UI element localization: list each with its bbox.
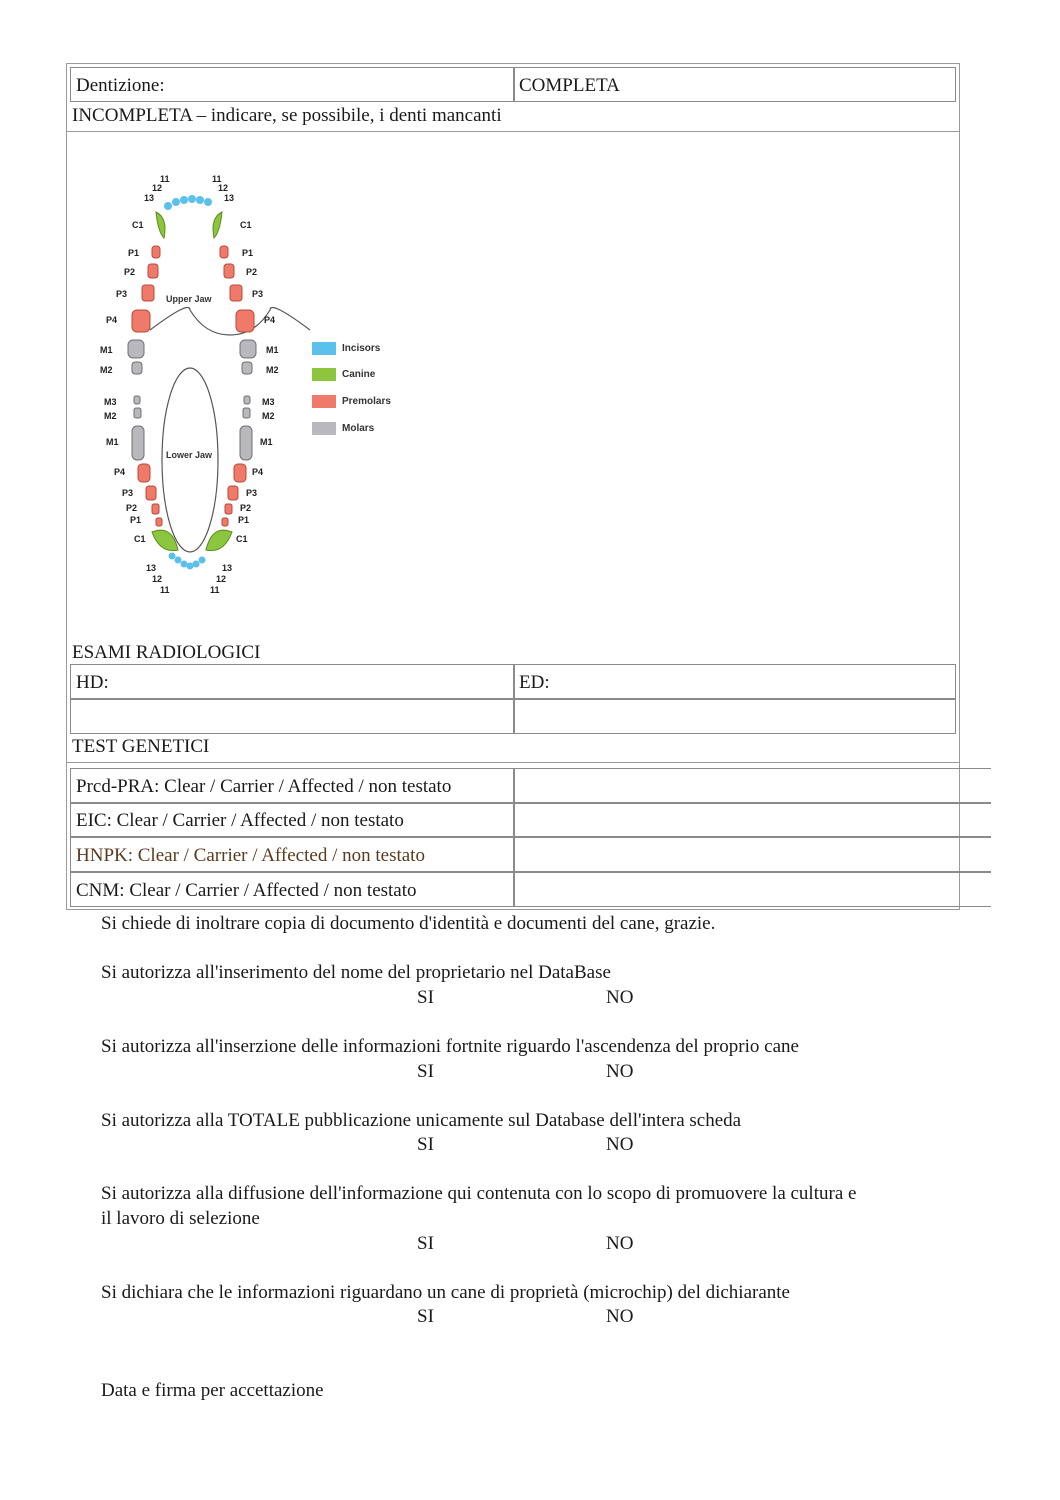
- authorization-no[interactable]: NO: [606, 987, 634, 1008]
- divider: [67, 762, 960, 763]
- upper-canine-right: [213, 212, 222, 238]
- lower-premolars: [138, 464, 246, 526]
- legend-swatch-canine: [312, 368, 336, 381]
- tooth-label: C1: [240, 220, 252, 230]
- tooth-label: M3: [262, 397, 275, 407]
- authorization-yes[interactable]: SI: [417, 1134, 434, 1155]
- genetic-test-eic[interactable]: EIC: Clear / Carrier / Affected / non testato: [76, 810, 404, 831]
- dentition-label: Dentizione:: [76, 75, 165, 96]
- authorization-yes[interactable]: SI: [417, 1061, 434, 1082]
- tooth-label: M2: [100, 365, 113, 375]
- tooth-label: 12: [216, 574, 227, 584]
- ed-cell[interactable]: [514, 664, 956, 699]
- authorization-text: Si autorizza alla TOTALE pubblicazione unicamente sul Database dell'intera scheda: [101, 1110, 742, 1131]
- tooth-label: M2: [266, 365, 279, 375]
- tooth-label: 13: [222, 563, 233, 573]
- upper-premolars-left: [132, 246, 160, 332]
- tooth-label: P1: [130, 515, 142, 525]
- tooth-label: P3: [252, 289, 264, 299]
- upper-jaw-arch: [150, 308, 310, 336]
- dentition-complete-option[interactable]: COMPLETA: [519, 75, 620, 96]
- lower-canine-right: [206, 530, 232, 550]
- lower-canine-left: [152, 530, 178, 550]
- request-note: Si chiede di inoltrare copia di documento d'identità e documenti del cane, grazie.: [101, 913, 716, 934]
- ed-value-cell[interactable]: [514, 699, 956, 734]
- dentition-incomplete-option[interactable]: INCOMPLETA – indicare, se possibile, i denti mancanti: [72, 105, 502, 126]
- tooth-label: M1: [260, 437, 273, 447]
- lower-jaw-label: Lower Jaw: [166, 450, 213, 460]
- tooth-label: P1: [238, 515, 250, 525]
- genetic-test-result-cell[interactable]: [514, 872, 991, 907]
- tooth-label: 13: [144, 193, 155, 203]
- authorization-text: il lavoro di selezione: [101, 1208, 260, 1229]
- genetic-test-cnm[interactable]: CNM: Clear / Carrier / Affected / non testato: [76, 880, 417, 901]
- tooth-label: M3: [104, 397, 117, 407]
- radiology-title: ESAMI RADIOLOGICI: [72, 642, 261, 663]
- tooth-label: 12: [218, 183, 229, 193]
- hd-cell[interactable]: [70, 664, 514, 699]
- upper-incisors: [164, 195, 212, 210]
- tooth-label: M2: [262, 411, 275, 421]
- tooth-label: C1: [236, 534, 248, 544]
- tooth-label: 13: [146, 563, 157, 573]
- genetic-test-result-cell[interactable]: [514, 803, 991, 837]
- signature-label: Data e firma per accettazione: [101, 1380, 324, 1401]
- genetics-title: TEST GENETICI: [72, 736, 210, 757]
- tooth-label: C1: [132, 220, 144, 230]
- lower-jaw-outline: [162, 368, 218, 552]
- tooth-label: 11: [212, 174, 222, 184]
- authorization-no[interactable]: NO: [606, 1134, 634, 1155]
- tooth-label: P4: [114, 467, 126, 477]
- authorization-text: Si autorizza all'inserzione delle informazioni fortnite riguardo l'ascendenza del proprio cane: [101, 1036, 799, 1057]
- legend-swatch-molars: [312, 422, 336, 435]
- tooth-label: 11: [160, 174, 170, 184]
- tooth-label: P3: [116, 289, 128, 299]
- authorization-yes[interactable]: SI: [417, 1306, 434, 1327]
- tooth-label: P2: [240, 503, 252, 513]
- legend-label-premolars: Premolars: [342, 396, 391, 407]
- legend-label-incisors: Incisors: [342, 343, 381, 354]
- authorization-text: Si dichiara che le informazioni riguardano un cane di proprietà (microchip) del dichiarante: [101, 1282, 790, 1303]
- divider: [67, 131, 960, 132]
- tooth-label: P4: [106, 315, 118, 325]
- tooth-label: M1: [266, 345, 279, 355]
- legend-swatch-premolars: [312, 395, 336, 408]
- lower-incisors: [169, 553, 206, 570]
- tooth-label: P4: [264, 315, 276, 325]
- tooth-label: M2: [104, 411, 117, 421]
- upper-canine-left: [156, 212, 165, 238]
- legend-label-canine: Canine: [342, 369, 376, 380]
- tooth-label: P2: [126, 503, 138, 513]
- genetic-test-hnpk[interactable]: HNPK: Clear / Carrier / Affected / non testato: [76, 845, 425, 866]
- authorization-yes[interactable]: SI: [417, 987, 434, 1008]
- tooth-label: 13: [224, 193, 235, 203]
- tooth-label: C1: [134, 534, 146, 544]
- hd-value-cell[interactable]: [70, 699, 514, 734]
- genetic-test-result-cell[interactable]: [514, 768, 991, 803]
- tooth-label: M1: [100, 345, 113, 355]
- tooth-label: P2: [246, 267, 258, 277]
- upper-premolars-right: [220, 246, 254, 332]
- tooth-label: 11: [210, 585, 220, 595]
- tooth-label: P4: [252, 467, 264, 477]
- tooth-label: 12: [152, 574, 163, 584]
- ed-label: ED:: [519, 672, 550, 693]
- tooth-label: P3: [246, 488, 258, 498]
- legend-swatch-incisors: [312, 342, 336, 355]
- genetic-test-prcd-pra[interactable]: Prcd-PRA: Clear / Carrier / Affected / non testato: [76, 776, 452, 797]
- authorization-no[interactable]: NO: [606, 1233, 634, 1254]
- tooth-label: P1: [242, 248, 254, 258]
- tooth-label: 11: [160, 585, 170, 595]
- tooth-label: P3: [122, 488, 134, 498]
- authorization-no[interactable]: NO: [606, 1306, 634, 1327]
- authorization-text: Si autorizza alla diffusione dell'informazione qui contenuta con lo scopo di promuovere la cultura e: [101, 1183, 857, 1204]
- tooth-label: P2: [124, 267, 136, 277]
- tooth-label: 12: [152, 183, 163, 193]
- tooth-label: P1: [128, 248, 140, 258]
- authorization-text: Si autorizza all'inserimento del nome del proprietario nel DataBase: [101, 962, 611, 983]
- authorization-no[interactable]: NO: [606, 1061, 634, 1082]
- upper-molars: [128, 340, 256, 374]
- hd-label: HD:: [76, 672, 109, 693]
- upper-jaw-label: Upper Jaw: [166, 294, 212, 304]
- tooth-label: M1: [106, 437, 119, 447]
- genetic-test-result-cell[interactable]: [514, 837, 991, 872]
- legend-label-molars: Molars: [342, 423, 375, 434]
- authorization-yes[interactable]: SI: [417, 1233, 434, 1254]
